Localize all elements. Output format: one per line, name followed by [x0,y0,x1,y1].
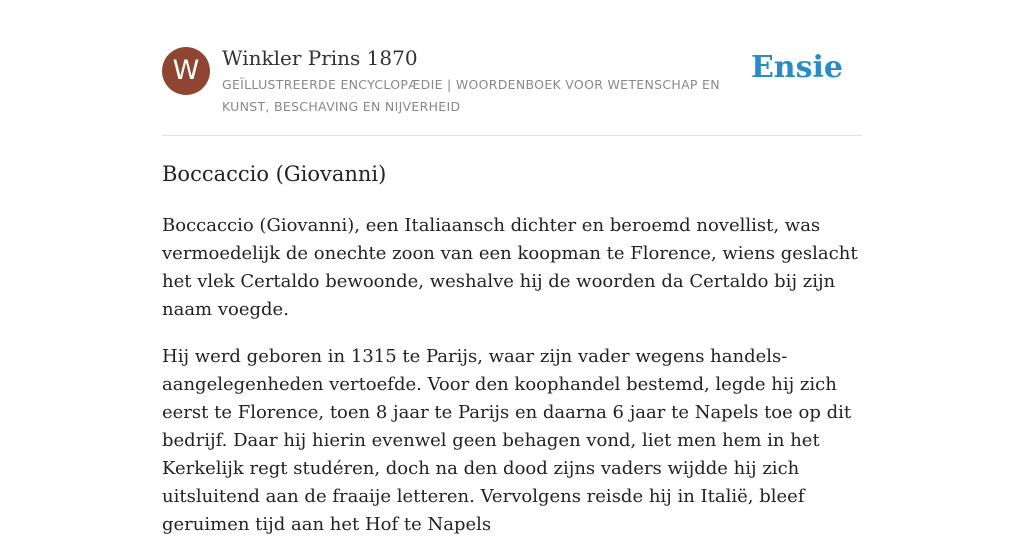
entry-paragraph: Boccaccio (Giovanni), een Italiaansch dichter en beroemd novellist, was vermoedelijk de onechte zoon van een koopman te Florence, wiens geslacht het vlek Certaldo bewoonde, weshalve hij de woorden da Certaldo bij zijn naam voegde. [162,215,858,320]
header-divider [162,135,862,136]
source-title[interactable]: Winkler Prins 1870 [222,46,418,70]
entry-title: Boccaccio (Giovanni) [162,162,387,186]
source-subtitle: GEÏLLUSTREERDE ENCYCLOPÆDIE | WOORDENBOEK VOOR WETENSCHAP EN KUNST, BESCHAVING EN NIJVERHEID [222,77,720,114]
entry-header [162,45,862,135]
entry-paragraph: Hij werd geboren in 1315 te Parijs, waar zijn vader wegens handels-aangelegenheden vertoefde. Voor den koophandel bestemd, legde hij zich eerst te Florence, toen 8 jaar te Parijs en daarna 6 jaar te Napels toe op dit bedrijf. Daar hij hierin evenwel geen behagen vond, liet men hem in het Kerkelijk regt studéren, doch na den dood zijns vaders wijdde hij zich uitsluitend aan de fraaije letteren. Vervolgens reisde hij in Italië, bleef geruimen tijd aan het Hof te Napels [162,346,852,535]
ensie-logo-link[interactable]: Ensie [750,50,843,85]
entry-body [162,212,862,558]
source-avatar[interactable]: W [162,47,210,95]
